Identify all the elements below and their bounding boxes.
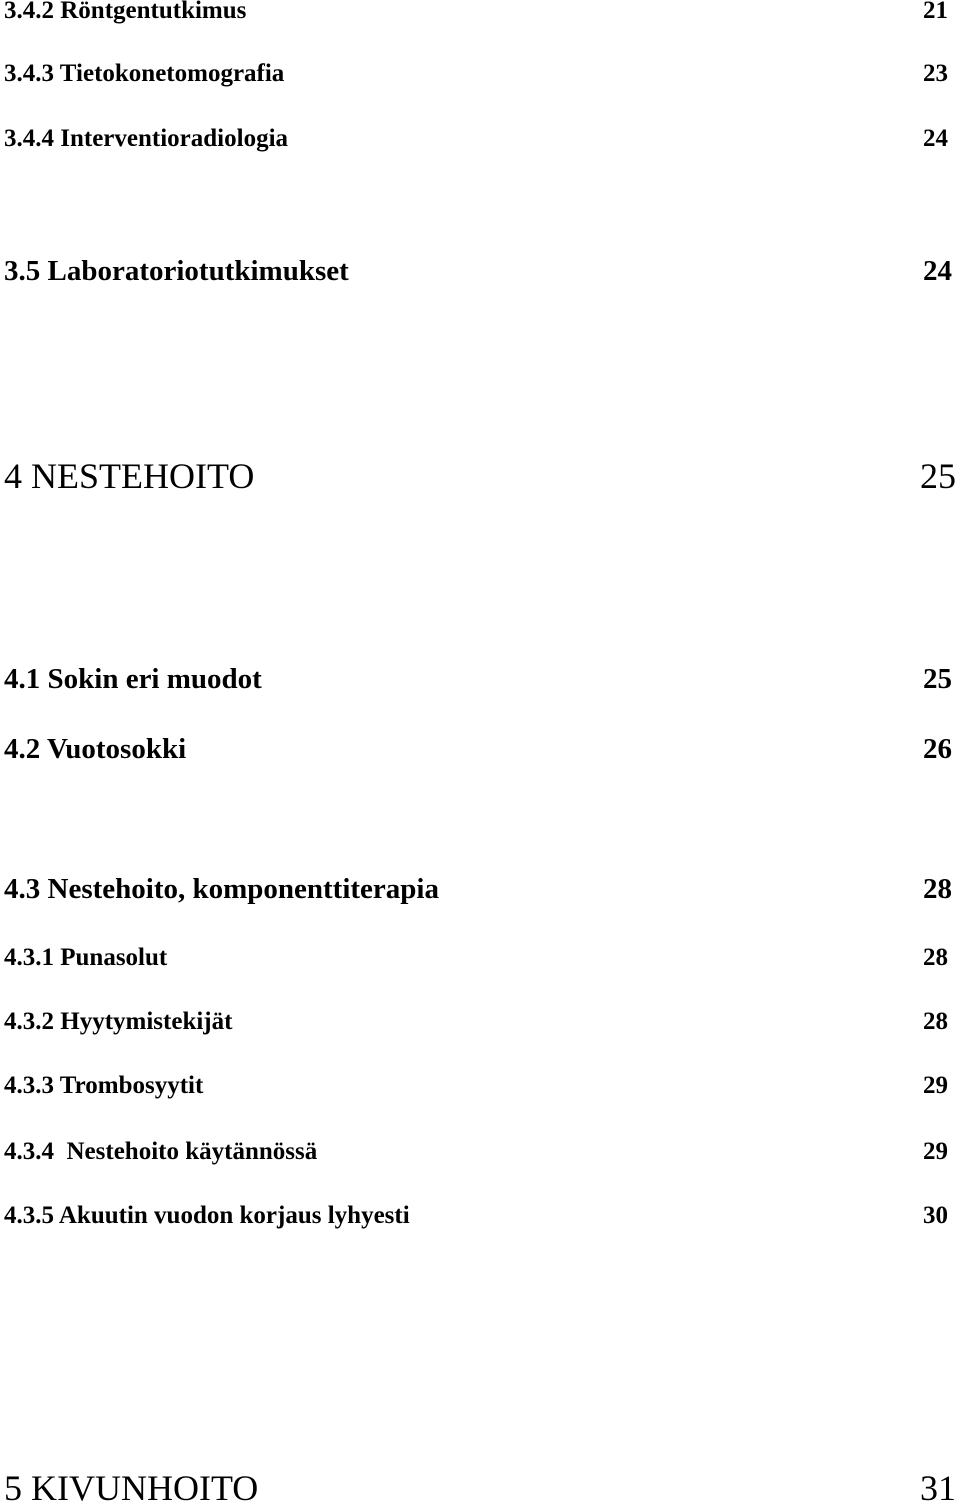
- toc-entry-label: 4.2 Vuotosokki: [4, 733, 187, 765]
- toc-entry-label: 4.3.4 Nestehoito käytännössä: [4, 1138, 318, 1165]
- toc-entry-label: 4.3.3 Trombosyytit: [4, 1072, 204, 1099]
- toc-entry-label: 3.4.4 Interventioradiologia: [4, 125, 289, 152]
- toc-entry-page: 28: [923, 944, 948, 971]
- toc-entry-page: 29: [923, 1072, 948, 1099]
- toc-entry-page: 25: [920, 456, 956, 496]
- toc-entry-label: 3.4.3 Tietokonetomografia: [4, 60, 285, 87]
- toc-entry-label: 4 NESTEHOITO: [4, 456, 255, 496]
- toc-entry-page: 21: [923, 0, 948, 24]
- toc-entry-page: 23: [923, 60, 948, 87]
- toc-entry-page: 28: [923, 873, 952, 905]
- toc-entry-label: 5 KIVUNHOITO: [4, 1468, 259, 1508]
- toc-entry-label: 4.3.1 Punasolut: [4, 944, 168, 971]
- toc-entry-page: 25: [923, 663, 952, 695]
- toc-entry-label: 4.3.2 Hyytymistekijät: [4, 1008, 233, 1035]
- toc-entry-label: 3.5 Laboratoriotutkimukset: [4, 255, 349, 287]
- toc-entry-page: 24: [923, 255, 952, 287]
- toc-entry-page: 29: [923, 1138, 948, 1165]
- toc-entry-page: 24: [923, 125, 948, 152]
- toc-entry-label: 4.3.5 Akuutin vuodon korjaus lyhyesti: [4, 1202, 410, 1229]
- toc-entry-page: 26: [923, 733, 952, 765]
- toc-entry-page: 30: [923, 1202, 948, 1229]
- toc-entry-label: 4.3 Nestehoito, komponenttiterapia: [4, 873, 439, 905]
- toc-entry-page: 28: [923, 1008, 948, 1035]
- toc-entry-page: 31: [920, 1468, 956, 1508]
- toc-entry-label: 4.1 Sokin eri muodot: [4, 663, 262, 695]
- toc-entry-label: 3.4.2 Röntgentutkimus: [4, 0, 247, 24]
